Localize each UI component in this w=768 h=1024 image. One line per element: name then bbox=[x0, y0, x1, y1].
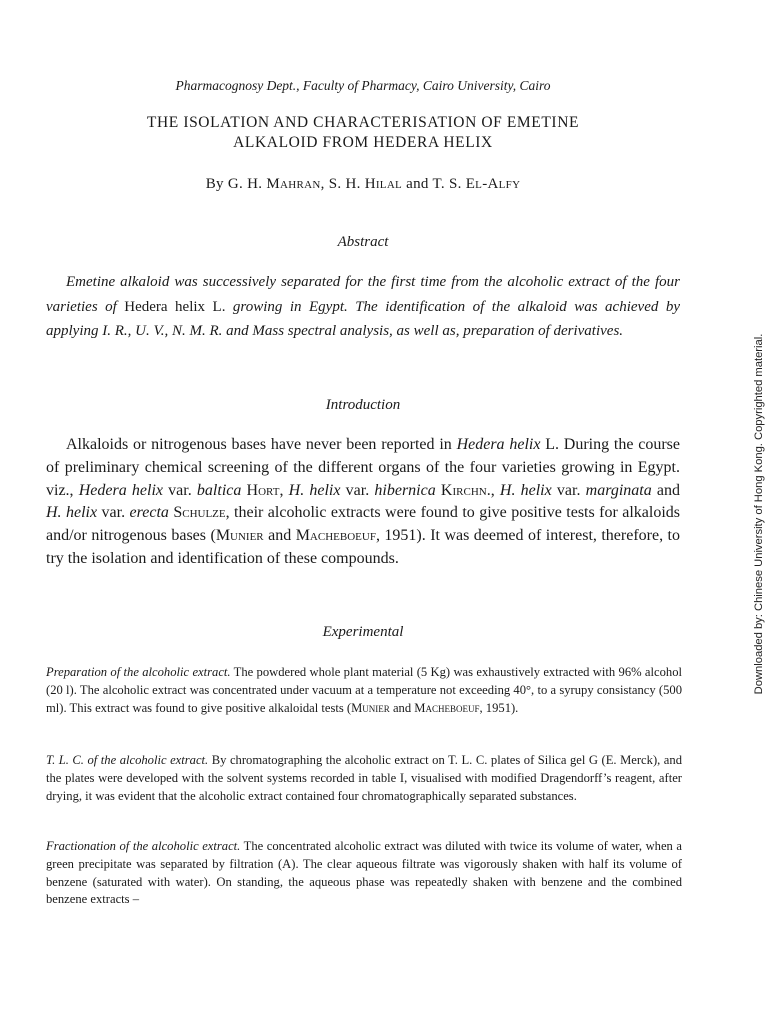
abstract-heading: Abstract bbox=[337, 234, 389, 250]
intro-authority: Schulze bbox=[173, 504, 226, 522]
intro-species: H. helix bbox=[499, 481, 552, 499]
paragraph-text: The powdered whole plant material (5 Kg) was exhaustively extracted with 96% alcohol (20 l). The alcoholic extract was concentrated under vacuum at a temperature not exceeding 40°, to a syrupy consistancy (500 ml). This extract was found to give positive alkaloidal tests ( bbox=[46, 665, 682, 715]
introduction-text bbox=[46, 434, 680, 571]
intro-text: , bbox=[279, 481, 289, 499]
intro-text: and bbox=[263, 527, 296, 545]
intro-citation-author: Macheboeuf bbox=[295, 527, 376, 545]
paragraph-text: By chromatographing the alcoholic extract on T. L. C. plates of Silica gel G (E. Merck), and the plates were developed with the solvent systems recorded in table I, visualised with modified Dragendorff’s reagent, after drying, it was evident that the alcoholic extract contained four chromatographically separated substances. bbox=[46, 753, 682, 803]
intro-text: and bbox=[651, 481, 681, 499]
intro-species: Hedera helix bbox=[456, 436, 541, 453]
abstract-text bbox=[46, 270, 680, 344]
title-line-1: THE ISOLATION AND CHARACTERISATION OF EMETINE bbox=[146, 114, 580, 131]
intro-text: Alkaloids or nitrogenous bases have never been reported in bbox=[66, 436, 457, 453]
citation-author: Munier bbox=[351, 700, 390, 715]
intro-variety: erecta bbox=[129, 504, 169, 522]
affiliation: Pharmacognosy Dept., Faculty of Pharmacy, Cairo University, Cairo bbox=[175, 78, 551, 93]
experimental-paragraph-3 bbox=[46, 838, 682, 909]
author-3-initials: T. S. bbox=[432, 176, 462, 192]
intro-variety: baltica bbox=[196, 481, 242, 499]
experimental-paragraph-1 bbox=[46, 664, 682, 717]
download-watermark: Downloaded by: Chinese University of Hong Kong. Copyrighted material. bbox=[753, 333, 765, 695]
intro-text: L. During the course of preliminary chemical screening of the different organs of the four varieties growing in Egypt. viz., bbox=[46, 436, 681, 499]
paper-title bbox=[0, 113, 726, 153]
paragraph-text: The concentrated alcoholic extract was diluted with twice its volume of water, when a green precipitate was separated by filtration (A). The clear aqueous filtrate was vigorously shaken with half its volume of benzene (saturated with water). On standing, the aqueous phase was repeatedly shaken with benzene and the combined benzene extracts – bbox=[46, 839, 682, 907]
intro-species: H. helix bbox=[46, 504, 98, 522]
intro-authority: Hort bbox=[246, 481, 280, 499]
author-line: By G. H. Mahran, S. H. Hilal and T. S. El-Alfy bbox=[205, 176, 521, 192]
intro-text: , 1951). It was deemed of interest, therefore, to try the isolation and identification of these compounds. bbox=[46, 527, 681, 567]
author-1-initials: G. H. bbox=[227, 176, 263, 192]
experimental-paragraph-2 bbox=[46, 752, 682, 805]
title-line-2: ALKALOID FROM HEDERA HELIX bbox=[233, 134, 493, 151]
intro-text: var. bbox=[551, 481, 586, 499]
intro-text: , their alcoholic extracts were found to give positive tests for alkaloids and/or nitrogenous bases ( bbox=[46, 504, 681, 545]
intro-text: var. bbox=[340, 481, 375, 499]
by-label: By bbox=[205, 176, 224, 192]
author-3-name: El-Alfy bbox=[465, 176, 521, 192]
intro-variety: marginata bbox=[585, 481, 652, 499]
intro-species: Hedera helix bbox=[78, 481, 163, 499]
intro-text: ., bbox=[486, 481, 500, 499]
paragraph-lead: Fractionation of the alcoholic extract. bbox=[46, 839, 241, 853]
intro-species: H. helix bbox=[288, 481, 341, 499]
abstract-part-2: growing in Egypt. The identification of the alkaloid was achieved by applying I. R., U. V., N. M. R. and Mass spectral analysis, as well as, preparation of derivatives. bbox=[46, 298, 680, 339]
paragraph-lead: Preparation of the alcoholic extract. bbox=[46, 665, 231, 679]
author-2-name: Hilal bbox=[364, 176, 403, 192]
paragraph-text: , 1951). bbox=[479, 700, 519, 715]
and-label: and bbox=[406, 176, 429, 192]
paragraph-lead: T. L. C. of the alcoholic extract. bbox=[46, 753, 209, 767]
abstract-species: Hedera helix L. bbox=[124, 298, 226, 315]
intro-authority: Kirchn bbox=[440, 481, 487, 499]
paragraph-text: and bbox=[389, 700, 415, 715]
abstract-part-1: Emetine alkaloid was successively separated for the first time from the alcoholic extract of the four varieties of bbox=[46, 274, 680, 315]
intro-variety: hibernica bbox=[374, 481, 436, 499]
author-2-initials: S. H. bbox=[328, 176, 361, 192]
intro-text: var. bbox=[163, 481, 197, 499]
intro-text: var. bbox=[97, 504, 130, 522]
citation-author: Macheboeuf bbox=[414, 700, 480, 715]
experimental-heading: Experimental bbox=[322, 624, 404, 640]
author-1-name: Mahran bbox=[266, 176, 321, 192]
intro-citation-author: Munier bbox=[215, 527, 264, 545]
introduction-heading: Introduction bbox=[325, 397, 401, 413]
